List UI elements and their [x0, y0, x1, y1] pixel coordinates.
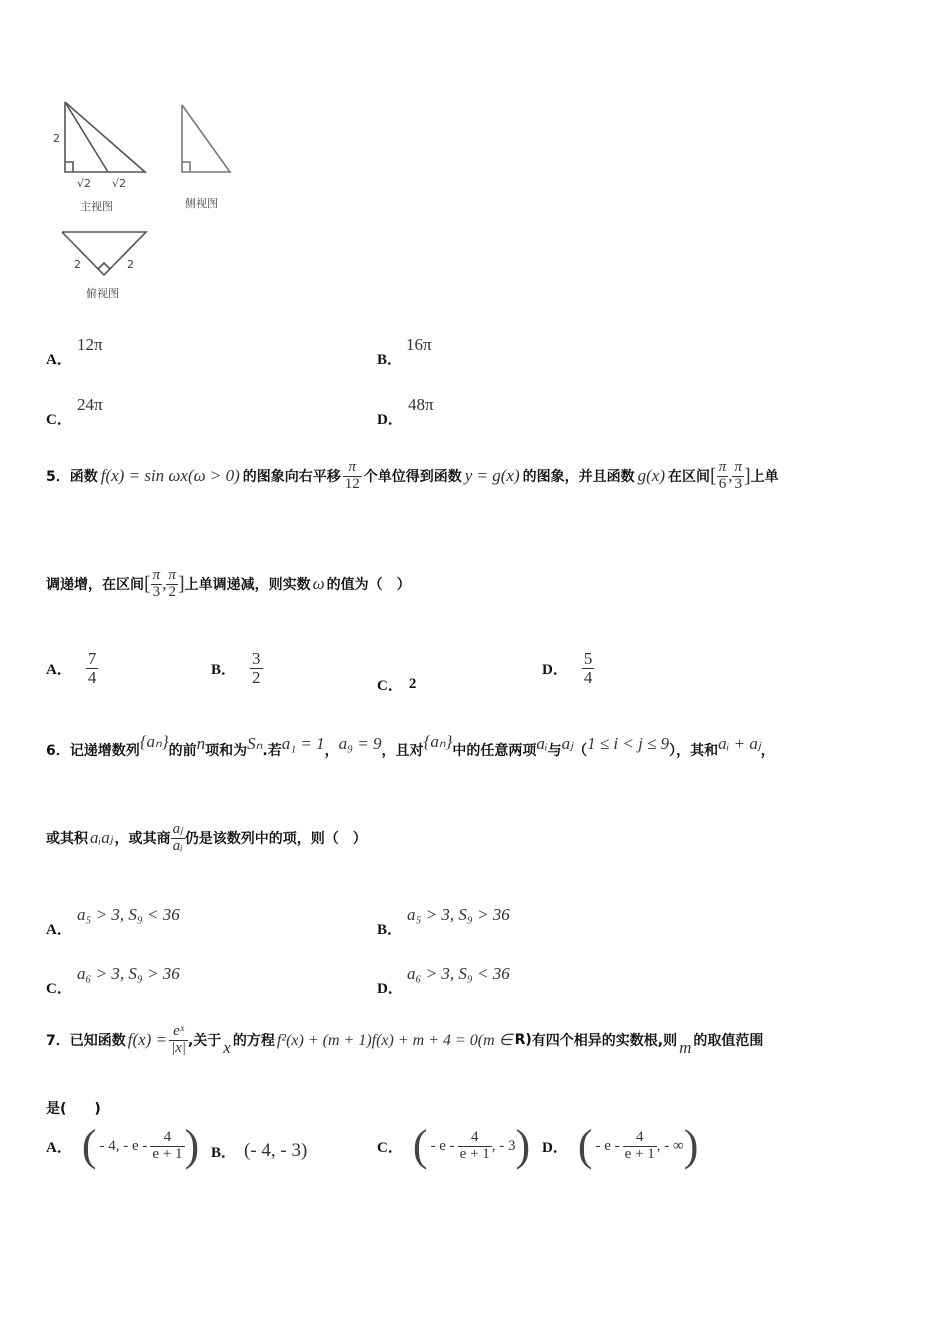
q7-r: R) — [514, 1032, 532, 1049]
q7-option-d: D． ( - e - $\frac{4}{e + 1}$ , - ∞ ) — [542, 1121, 699, 1170]
front-height-label: 2 — [53, 132, 60, 145]
q7-x: x — [223, 1038, 231, 1058]
q5-option-a: A． $\frac{7}{4}$ — [46, 649, 97, 687]
q4-option-d-value: 48π — [408, 395, 434, 414]
q6-a1: a₁ = 1 — [281, 734, 325, 753]
q6-text: 仍是该数列中的项，则（ ） — [184, 831, 367, 848]
q6-line-1: 6． 记递增数列 {aₙ} 的前 n 项和为 Sₙ .若 a₁ = 1 ， a₉ = 9 ，且对 {aₙ} 中的任意两项 aᵢ 与 aⱼ （ 1 ≤ i < j ≤ 9 ），其和 aᵢ + aⱼ ， — [46, 732, 775, 759]
q6-quotient: $\frac{\text{aⱼ}}{\text{aᵢ}}$ — [172, 821, 183, 854]
q5-g: y = g(x) — [464, 466, 520, 486]
q6-product: aᵢaⱼ — [90, 828, 113, 848]
q7-f-fraction: $\frac{\text{eˣ}}{|x|}$ — [171, 1023, 186, 1056]
q6-text: 中的任意两项 — [452, 743, 537, 759]
q5-number: 5． — [46, 469, 70, 486]
q7-equation: f²(x) + (m + 1)f(x) + m + 4 = 0(m ∈ — [276, 1032, 513, 1050]
q5-bracket: ] — [743, 464, 751, 487]
q6-option-d-value: a₆ > 3, S₉ < 36 — [407, 964, 510, 983]
q7-line-2: 是( ) — [46, 1101, 101, 1117]
q7-text: ,关于 — [187, 1033, 222, 1050]
q5-interval-2-b: $\frac{\pi}{2}$ — [168, 567, 176, 600]
q5-text: 在区间 — [668, 469, 711, 486]
q4-option-b-value: 16π — [406, 335, 432, 354]
q5-bracket: ] — [177, 572, 185, 595]
q6-text: .若 — [262, 743, 282, 759]
three-view-figure — [40, 90, 270, 310]
q4-option-b-label: B． — [377, 352, 403, 368]
front-view-caption: 主视图 — [80, 200, 113, 213]
q6-text: ， — [324, 743, 339, 759]
q6-option-c-value: a₆ > 3, S₉ > 36 — [77, 964, 180, 983]
q5-text: 函数 — [69, 469, 98, 486]
q6-text: ），其和 — [669, 743, 719, 759]
q5-interval-1-a: $\frac{\pi}{6}$ — [718, 459, 727, 492]
q5-omega: ω — [312, 574, 325, 594]
q5-interval-2-a: $\frac{\pi}{3}$ — [152, 567, 161, 600]
q7-text: 有四个相异的实数根,则 — [531, 1033, 678, 1050]
q5-option-c: C． 2 — [377, 676, 417, 694]
q6-option-a-label: A． — [46, 922, 72, 938]
q6-seq: {aₙ} — [423, 732, 453, 751]
q5-line-1: 5． 函数 f(x) = sin ωx(ω > 0) 的图象向右平移 $\frac{\pi}{12}$ 个单位得到函数 y = g(x) 的图象，并且函数 g(x) 在区间 [ $\frac{\pi}{6}$ , $\frac{\pi}{3}$ ] 上单 — [46, 459, 779, 492]
q5-gx: g(x) — [637, 466, 666, 486]
q5-interval-1-b: $\frac{\pi}{3}$ — [734, 459, 742, 492]
q6-option-a-value: a₅ > 3, S₉ < 36 — [77, 905, 180, 924]
q7-option-b: B． (- 4, - 3) — [211, 1140, 308, 1161]
q6-text: 项和为 — [205, 743, 248, 759]
q4-option-a-value: 12π — [77, 335, 103, 354]
q6-text: 记递增数列 — [69, 743, 140, 759]
q5-text: 的值为（ ） — [326, 577, 411, 594]
q6-option-d-label: D． — [377, 981, 403, 997]
q7-text: 已知函数 — [69, 1033, 126, 1050]
q6-text: ，或其商 — [114, 831, 171, 848]
q5-option-d: D． $\frac{5}{4}$ — [542, 649, 593, 687]
front-base-right-label: √2 — [112, 177, 127, 190]
q5-bracket: [ — [710, 464, 717, 487]
front-base-left-label: √2 — [77, 177, 92, 190]
q6-option-c-label: C． — [46, 981, 72, 997]
q6-text: 与 — [547, 743, 562, 759]
q4-option-a-label: A． — [46, 352, 72, 368]
q4-option-d-label: D． — [377, 412, 403, 428]
q6-text: ， — [760, 743, 775, 759]
q6-condition: 1 ≤ i < j ≤ 9 — [587, 734, 670, 753]
side-view-caption: 侧视图 — [185, 197, 218, 210]
front-view — [65, 102, 145, 172]
q7-line-1 — [46, 1024, 916, 1057]
q5-option-b: B． $\frac{3}{2}$ — [211, 649, 261, 687]
side-view — [182, 105, 230, 172]
q4-option-c-label: C． — [46, 412, 72, 428]
q6-aj: aⱼ — [561, 734, 574, 753]
q5-text: 的图象向右平移 — [242, 469, 341, 486]
q5-f: f(x) = sin ωx(ω > 0) — [100, 466, 240, 486]
q6-n: n — [196, 734, 206, 753]
q5-text: 上单调递减，则实数 — [184, 577, 311, 594]
top-view-caption: 俯视图 — [86, 287, 119, 300]
q6-text: 或其积 — [46, 831, 88, 848]
q6-ai: aᵢ — [536, 734, 548, 753]
q4-option-c-value: 24π — [77, 395, 103, 414]
q5-text: 调递增，在区间 — [46, 577, 144, 594]
q7-fx: f(x) = — [127, 1030, 168, 1050]
q7-m: m — [679, 1038, 692, 1058]
q5-line-2: 调递增，在区间 [ $\frac{\pi}{3}$ , $\frac{\pi}{2}$ ] 上单调递减，则实数 ω 的值为（ ） — [46, 567, 411, 600]
q6-line-2 — [46, 822, 367, 855]
q6-sn: Sₙ — [247, 734, 263, 753]
q6-seq: {aₙ} — [139, 732, 169, 751]
top-left-edge-label: 2 — [74, 258, 81, 271]
q7-text: 的取值范围 — [693, 1033, 764, 1050]
q7-number: 7． — [46, 1033, 70, 1050]
q7-option-c: C． ( - e - $\frac{4}{e + 1}$ , - 3 ) — [377, 1121, 531, 1170]
q6-option-b-value: a₅ > 3, S₉ > 36 — [407, 905, 510, 924]
q6-sum: aᵢ + aⱼ — [718, 734, 761, 753]
q6-text: 的前 — [168, 743, 197, 759]
q5-text: 上单 — [750, 469, 779, 486]
q5-bracket: [ — [144, 572, 151, 595]
q5-shift-fraction: $\frac{\pi}{12}$ — [344, 459, 360, 492]
q6-a9: a₉ = 9 — [338, 734, 382, 753]
q7-option-a: A． ( - 4, - e - $\frac{4}{e + 1}$ ) — [46, 1121, 200, 1170]
q6-text: ，且对 — [381, 743, 424, 759]
q7-text: 的方程 — [232, 1033, 275, 1050]
q5-text: 的图象，并且函数 — [522, 469, 635, 486]
q5-text: 个单位得到函数 — [363, 469, 462, 486]
q6-option-b-label: B． — [377, 922, 403, 938]
q6-number: 6． — [46, 743, 70, 759]
top-right-edge-label: 2 — [127, 258, 134, 271]
